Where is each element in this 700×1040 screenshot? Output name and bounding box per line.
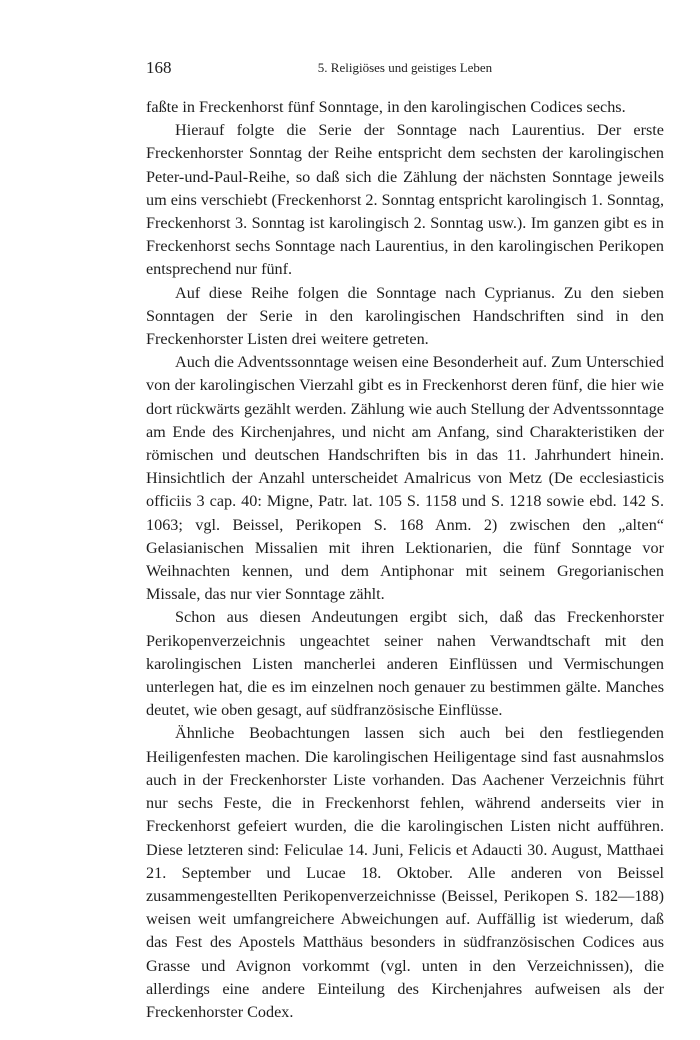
paragraph-saints-days: Ähnliche Beobachtungen lassen sich auch bei den festliegenden Heiligenfesten machen. Die karolingischen Heiligentage sind fast ausnahmslos auch in der Freckenhorster Liste vorhanden. Das Aachener Verzeichnis führt nur sechs Feste, die in Freckenhorst fehlen, während anderseits vier in Freckenhorst gefeiert wurden, die die karolingischen Listen nicht aufführen. Diese letzteren sind: Feliculae 14. Juni, Felicis et Adaucti 30. August, Matthaei 21. September und Lucae 18. Oktober. Alle anderen von Beissel zusammengestellten Perikopenverzeichnisse (Beissel, Perikopen S. 182—188) weisen weit umfangreichere Abweichungen auf. Auffällig ist wiederum, daß das Fest des Apostels Matthäus besonders in südfranzösischen Codices aus Grasse und Avignon vorkommt (vgl. unten in den Verzeichnissen), die allerdings eine andere Einteilung des Kirchenjahres aufweisen als der Freckenhorster Codex. <box>146 724 664 1021</box>
book-page <box>146 58 664 1024</box>
paragraph-laurentius: Hierauf folgte die Serie der Sonntage nach Laurentius. Der erste Freckenhorster Sonntag der Reihe entspricht dem sechsten der karolingischen Peter-und-Paul-Reihe, so daß sich die Zählung der nächsten Sonntage jeweils um eins verschiebt (Freckenhorst 2. Sonntag entspricht karolingisch 1. Sonntag, Freckenhorst 3. Sonntag ist karolingisch 2. Sonntag usw.). Im ganzen gibt es in Freckenhorst sechs Sonntage nach Laurentius, in den karolingischen Perikopen entsprechend nur fünf. <box>146 121 664 279</box>
body-text <box>146 96 664 1024</box>
page-header <box>146 58 664 80</box>
paragraph-continued: faßte in Freckenhorst fünf Sonntage, in den karolingischen Codices sechs. <box>146 98 626 116</box>
paragraph-advent: Auch die Adventssonntage weisen eine Besonderheit auf. Zum Unterschied von der karolingischen Vierzahl gibt es in Freckenhorst deren fünf, die hier wie dort rückwärts gezählt werden. Zählung wie auch Stellung der Adventssonntage am Ende des Kirchenjahres, und nicht am Anfang, sind Charakteristiken der römischen und deutschen Handschriften bis in das 11. Jahrhundert hinein. Hinsichtlich der Anzahl unterscheidet Amalricus von Metz (De ecclesiasticis officiis 3 cap. 40: Migne, Patr. lat. 105 S. 1158 und S. 1218 sowie ebd. 142 S. 1063; vgl. Beissel, Perikopen S. 168 Anm. 2) zwischen den „alten“ Gelasianischen Missalien mit ihren Lektionarien, die fünf Sonntage vor Weihnachten kennen, und dem Antiphonar mit seinem Gregorianischen Missale, das nur vier Sonntage zählt. <box>146 353 664 604</box>
page-number: 168 <box>146 58 172 77</box>
paragraph-cyprianus: Auf diese Reihe folgen die Sonntage nach Cyprianus. Zu den sieben Sonntagen der Serie in den karolingischen Handschriften sind in den Freckenhorster Listen drei weitere getreten. <box>146 283 664 349</box>
paragraph-influences: Schon aus diesen Andeutungen ergibt sich, daß das Freckenhorster Perikopenverzeichnis ungeachtet seiner nahen Verwandtschaft mit den karolingischen Listen mancherlei anderen Einflüssen und Vermischungen unterlegen hat, die es im einzelnen noch genauer zu bestimmen gälte. Manches deutet, wie oben gesagt, auf südfranzösische Einflüsse. <box>146 608 664 720</box>
running-head: 5. Religiöses und geistiges Leben <box>317 60 493 75</box>
